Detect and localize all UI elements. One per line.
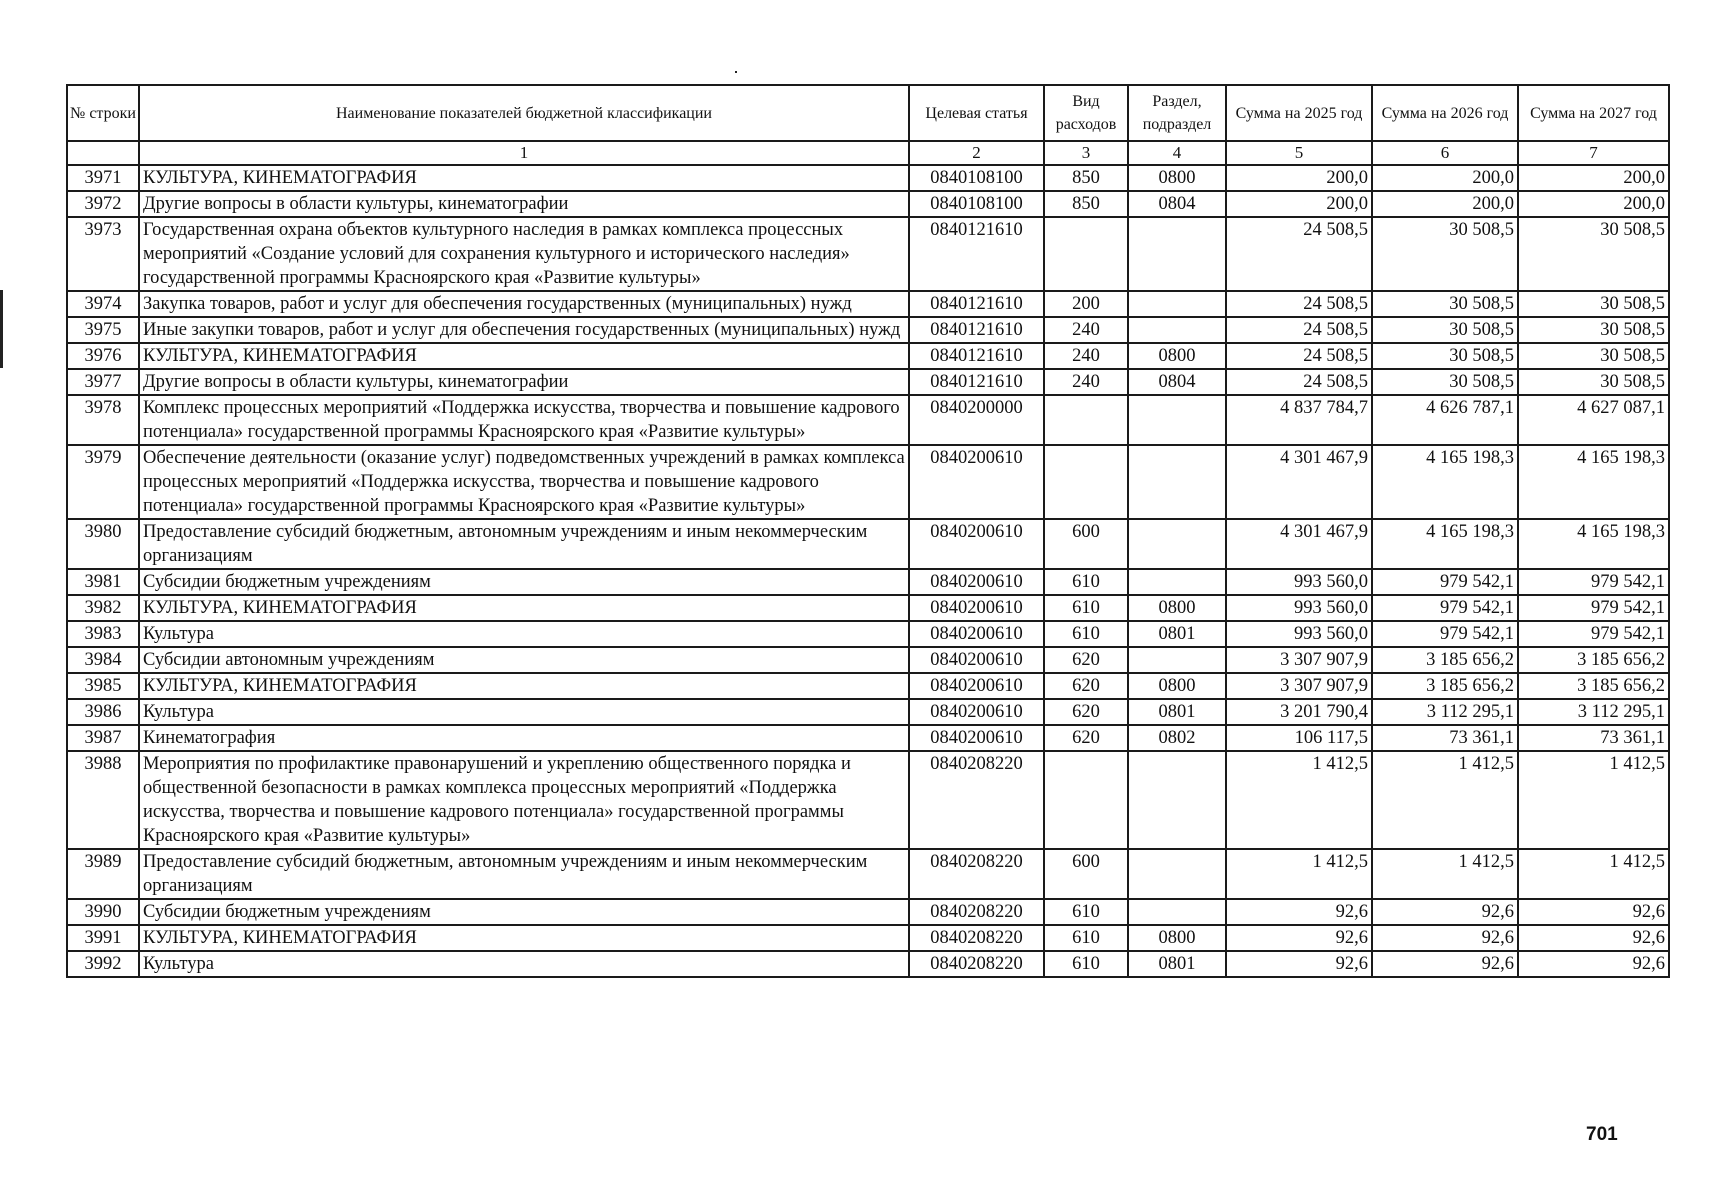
cell-section	[1128, 647, 1226, 673]
cell-name: Субсидии бюджетным учреждениям	[139, 899, 909, 925]
cell-name: КУЛЬТУРА, КИНЕМАТОГРАФИЯ	[139, 343, 909, 369]
cell-expense-kind: 620	[1044, 647, 1128, 673]
cell-name: Другие вопросы в области культуры, кинематографии	[139, 191, 909, 217]
cell-target-article: 0840200000	[909, 395, 1044, 445]
cell-sum-2027: 1 412,5	[1518, 751, 1669, 849]
column-number: 1	[139, 141, 909, 165]
table-row	[67, 395, 1669, 445]
cell-target-article: 0840108100	[909, 191, 1044, 217]
cell-expense-kind: 600	[1044, 849, 1128, 899]
table-row	[67, 343, 1669, 369]
cell-section	[1128, 395, 1226, 445]
cell-expense-kind: 200	[1044, 291, 1128, 317]
cell-sum-2025: 106 117,5	[1226, 725, 1372, 751]
cell-sum-2027: 979 542,1	[1518, 569, 1669, 595]
cell-section	[1128, 849, 1226, 899]
cell-row-number: 3981	[67, 569, 139, 595]
cell-sum-2026: 200,0	[1372, 165, 1518, 191]
cell-sum-2027: 30 508,5	[1518, 317, 1669, 343]
cell-expense-kind: 240	[1044, 317, 1128, 343]
cell-sum-2026: 3 185 656,2	[1372, 647, 1518, 673]
table-row	[67, 647, 1669, 673]
cell-expense-kind: 610	[1044, 621, 1128, 647]
cell-target-article: 0840121610	[909, 317, 1044, 343]
cell-target-article: 0840200610	[909, 621, 1044, 647]
cell-sum-2025: 4 837 784,7	[1226, 395, 1372, 445]
cell-sum-2025: 1 412,5	[1226, 849, 1372, 899]
cell-sum-2026: 92,6	[1372, 951, 1518, 977]
cell-section: 0804	[1128, 191, 1226, 217]
cell-name: КУЛЬТУРА, КИНЕМАТОГРАФИЯ	[139, 595, 909, 621]
cell-row-number: 3976	[67, 343, 139, 369]
cell-expense-kind: 610	[1044, 925, 1128, 951]
cell-section	[1128, 291, 1226, 317]
table-row	[67, 621, 1669, 647]
cell-section: 0800	[1128, 673, 1226, 699]
cell-sum-2026: 3 185 656,2	[1372, 673, 1518, 699]
table-row	[67, 751, 1669, 849]
cell-row-number: 3992	[67, 951, 139, 977]
scan-artifact-dot	[735, 71, 737, 73]
table-row	[67, 165, 1669, 191]
cell-name: Комплекс процессных мероприятий «Поддержка искусства, творчества и повышение кадрового потенциала» государственной программы Красноярского края «Развитие культуры»	[139, 395, 909, 445]
cell-row-number: 3983	[67, 621, 139, 647]
cell-name: Закупка товаров, работ и услуг для обеспечения государственных (муниципальных) нужд	[139, 291, 909, 317]
cell-section: 0800	[1128, 925, 1226, 951]
cell-sum-2027: 73 361,1	[1518, 725, 1669, 751]
cell-target-article: 0840200610	[909, 647, 1044, 673]
cell-sum-2027: 200,0	[1518, 165, 1669, 191]
cell-row-number: 3980	[67, 519, 139, 569]
table-row	[67, 925, 1669, 951]
cell-section: 0801	[1128, 951, 1226, 977]
table-row	[67, 217, 1669, 291]
cell-target-article: 0840200610	[909, 699, 1044, 725]
cell-sum-2027: 3 185 656,2	[1518, 647, 1669, 673]
cell-sum-2025: 1 412,5	[1226, 751, 1372, 849]
header-name: Наименование показателей бюджетной классификации	[139, 85, 909, 141]
table-row	[67, 191, 1669, 217]
cell-target-article: 0840208220	[909, 751, 1044, 849]
cell-row-number: 3977	[67, 369, 139, 395]
cell-target-article: 0840200610	[909, 673, 1044, 699]
cell-section: 0800	[1128, 595, 1226, 621]
header-kind: Вид расходов	[1044, 85, 1128, 141]
cell-sum-2026: 73 361,1	[1372, 725, 1518, 751]
column-number: 4	[1128, 141, 1226, 165]
cell-name: Предоставление субсидий бюджетным, автономным учреждениям и иным некоммерческим организациям	[139, 849, 909, 899]
cell-name: КУЛЬТУРА, КИНЕМАТОГРАФИЯ	[139, 673, 909, 699]
cell-expense-kind	[1044, 217, 1128, 291]
cell-row-number: 3975	[67, 317, 139, 343]
cell-sum-2025: 24 508,5	[1226, 317, 1372, 343]
cell-expense-kind: 610	[1044, 595, 1128, 621]
cell-expense-kind: 620	[1044, 725, 1128, 751]
header-row-no: № строки	[67, 85, 139, 141]
header-sum-2027: Сумма на 2027 год	[1518, 85, 1669, 141]
cell-name: КУЛЬТУРА, КИНЕМАТОГРАФИЯ	[139, 165, 909, 191]
column-number	[67, 141, 139, 165]
cell-sum-2026: 4 165 198,3	[1372, 445, 1518, 519]
cell-expense-kind: 600	[1044, 519, 1128, 569]
cell-sum-2027: 92,6	[1518, 925, 1669, 951]
cell-sum-2025: 92,6	[1226, 925, 1372, 951]
cell-section	[1128, 751, 1226, 849]
cell-name: Культура	[139, 699, 909, 725]
cell-sum-2026: 4 165 198,3	[1372, 519, 1518, 569]
cell-sum-2025: 3 201 790,4	[1226, 699, 1372, 725]
cell-expense-kind	[1044, 751, 1128, 849]
cell-row-number: 3979	[67, 445, 139, 519]
cell-sum-2026: 1 412,5	[1372, 751, 1518, 849]
cell-expense-kind	[1044, 445, 1128, 519]
cell-sum-2026: 92,6	[1372, 925, 1518, 951]
cell-sum-2027: 92,6	[1518, 899, 1669, 925]
cell-sum-2026: 979 542,1	[1372, 595, 1518, 621]
table-row	[67, 369, 1669, 395]
cell-sum-2027: 92,6	[1518, 951, 1669, 977]
cell-sum-2025: 92,6	[1226, 899, 1372, 925]
cell-sum-2026: 3 112 295,1	[1372, 699, 1518, 725]
cell-expense-kind: 610	[1044, 951, 1128, 977]
cell-sum-2027: 1 412,5	[1518, 849, 1669, 899]
cell-expense-kind: 610	[1044, 899, 1128, 925]
cell-name: Культура	[139, 621, 909, 647]
header-sum-2026: Сумма на 2026 год	[1372, 85, 1518, 141]
cell-section: 0800	[1128, 343, 1226, 369]
table-body	[67, 165, 1669, 977]
cell-target-article: 0840208220	[909, 925, 1044, 951]
cell-target-article: 0840121610	[909, 217, 1044, 291]
cell-name: Иные закупки товаров, работ и услуг для обеспечения государственных (муниципальных) нужд	[139, 317, 909, 343]
cell-section: 0801	[1128, 699, 1226, 725]
table-row	[67, 569, 1669, 595]
cell-expense-kind: 850	[1044, 165, 1128, 191]
cell-expense-kind: 620	[1044, 699, 1128, 725]
cell-row-number: 3991	[67, 925, 139, 951]
cell-section: 0802	[1128, 725, 1226, 751]
cell-sum-2025: 200,0	[1226, 165, 1372, 191]
cell-section	[1128, 569, 1226, 595]
cell-sum-2027: 30 508,5	[1518, 291, 1669, 317]
cell-row-number: 3986	[67, 699, 139, 725]
cell-target-article: 0840200610	[909, 445, 1044, 519]
cell-sum-2026: 92,6	[1372, 899, 1518, 925]
cell-row-number: 3978	[67, 395, 139, 445]
cell-row-number: 3971	[67, 165, 139, 191]
cell-section	[1128, 217, 1226, 291]
table-row	[67, 519, 1669, 569]
scan-artifact-mark	[0, 290, 3, 368]
cell-row-number: 3985	[67, 673, 139, 699]
cell-name: КУЛЬТУРА, КИНЕМАТОГРАФИЯ	[139, 925, 909, 951]
cell-name: Субсидии автономным учреждениям	[139, 647, 909, 673]
cell-section	[1128, 445, 1226, 519]
cell-sum-2027: 3 112 295,1	[1518, 699, 1669, 725]
cell-row-number: 3987	[67, 725, 139, 751]
table-row	[67, 595, 1669, 621]
cell-row-number: 3990	[67, 899, 139, 925]
table-row	[67, 291, 1669, 317]
cell-expense-kind: 240	[1044, 369, 1128, 395]
cell-section	[1128, 899, 1226, 925]
cell-name: Культура	[139, 951, 909, 977]
table-row	[67, 699, 1669, 725]
table-row	[67, 445, 1669, 519]
column-number: 2	[909, 141, 1044, 165]
cell-section: 0800	[1128, 165, 1226, 191]
header-section: Раздел, подраздел	[1128, 85, 1226, 141]
header-target: Целевая статья	[909, 85, 1044, 141]
cell-sum-2025: 24 508,5	[1226, 369, 1372, 395]
cell-expense-kind: 620	[1044, 673, 1128, 699]
cell-sum-2026: 1 412,5	[1372, 849, 1518, 899]
cell-target-article: 0840121610	[909, 343, 1044, 369]
cell-name: Государственная охрана объектов культурного наследия в рамках комплекса процессных мероприятий «Создание условий для сохранения культурного и исторического наследия» государственной программы Красноярского края «Развитие культуры»	[139, 217, 909, 291]
cell-sum-2027: 200,0	[1518, 191, 1669, 217]
cell-sum-2027: 979 542,1	[1518, 595, 1669, 621]
cell-sum-2026: 30 508,5	[1372, 369, 1518, 395]
cell-sum-2025: 92,6	[1226, 951, 1372, 977]
cell-section	[1128, 519, 1226, 569]
page-number: 701	[1586, 1124, 1618, 1145]
cell-row-number: 3974	[67, 291, 139, 317]
cell-target-article: 0840208220	[909, 899, 1044, 925]
column-number: 3	[1044, 141, 1128, 165]
column-number: 6	[1372, 141, 1518, 165]
column-number: 5	[1226, 141, 1372, 165]
cell-row-number: 3984	[67, 647, 139, 673]
cell-sum-2026: 979 542,1	[1372, 621, 1518, 647]
cell-sum-2027: 30 508,5	[1518, 369, 1669, 395]
cell-sum-2025: 993 560,0	[1226, 595, 1372, 621]
cell-sum-2027: 30 508,5	[1518, 217, 1669, 291]
cell-target-article: 0840200610	[909, 569, 1044, 595]
cell-sum-2025: 24 508,5	[1226, 217, 1372, 291]
cell-sum-2025: 993 560,0	[1226, 569, 1372, 595]
cell-row-number: 3989	[67, 849, 139, 899]
cell-sum-2025: 200,0	[1226, 191, 1372, 217]
cell-sum-2025: 4 301 467,9	[1226, 445, 1372, 519]
cell-section: 0801	[1128, 621, 1226, 647]
cell-sum-2025: 3 307 907,9	[1226, 673, 1372, 699]
table-row	[67, 317, 1669, 343]
budget-table	[66, 84, 1670, 978]
cell-sum-2027: 979 542,1	[1518, 621, 1669, 647]
cell-target-article: 0840200610	[909, 595, 1044, 621]
header-sum-2025: Сумма на 2025 год	[1226, 85, 1372, 141]
cell-sum-2027: 4 165 198,3	[1518, 445, 1669, 519]
table-row	[67, 849, 1669, 899]
cell-sum-2027: 3 185 656,2	[1518, 673, 1669, 699]
cell-sum-2026: 30 508,5	[1372, 217, 1518, 291]
table-row	[67, 725, 1669, 751]
cell-target-article: 0840208220	[909, 951, 1044, 977]
cell-name: Кинематография	[139, 725, 909, 751]
cell-row-number: 3972	[67, 191, 139, 217]
cell-expense-kind: 850	[1044, 191, 1128, 217]
cell-target-article: 0840108100	[909, 165, 1044, 191]
cell-sum-2027: 30 508,5	[1518, 343, 1669, 369]
cell-expense-kind: 240	[1044, 343, 1128, 369]
cell-sum-2025: 993 560,0	[1226, 621, 1372, 647]
cell-sum-2025: 3 307 907,9	[1226, 647, 1372, 673]
cell-sum-2027: 4 165 198,3	[1518, 519, 1669, 569]
cell-sum-2025: 24 508,5	[1226, 291, 1372, 317]
cell-target-article: 0840121610	[909, 369, 1044, 395]
cell-section	[1128, 317, 1226, 343]
cell-sum-2026: 30 508,5	[1372, 343, 1518, 369]
cell-expense-kind	[1044, 395, 1128, 445]
cell-target-article: 0840121610	[909, 291, 1044, 317]
cell-section: 0804	[1128, 369, 1226, 395]
table-row	[67, 899, 1669, 925]
cell-target-article: 0840200610	[909, 519, 1044, 569]
cell-name: Предоставление субсидий бюджетным, автономным учреждениям и иным некоммерческим организациям	[139, 519, 909, 569]
cell-sum-2026: 30 508,5	[1372, 317, 1518, 343]
cell-row-number: 3988	[67, 751, 139, 849]
cell-sum-2026: 979 542,1	[1372, 569, 1518, 595]
cell-target-article: 0840200610	[909, 725, 1044, 751]
cell-name: Обеспечение деятельности (оказание услуг) подведомственных учреждений в рамках комплекса процессных мероприятий «Поддержка искусства, творчества и повышение кадрового потенциала» государственной программы Красноярского края «Развитие культуры»	[139, 445, 909, 519]
cell-sum-2026: 30 508,5	[1372, 291, 1518, 317]
cell-sum-2026: 200,0	[1372, 191, 1518, 217]
cell-target-article: 0840208220	[909, 849, 1044, 899]
cell-sum-2025: 4 301 467,9	[1226, 519, 1372, 569]
table-row	[67, 673, 1669, 699]
cell-sum-2027: 4 627 087,1	[1518, 395, 1669, 445]
cell-name: Субсидии бюджетным учреждениям	[139, 569, 909, 595]
cell-row-number: 3982	[67, 595, 139, 621]
table-header	[67, 85, 1669, 165]
cell-sum-2025: 24 508,5	[1226, 343, 1372, 369]
table-row	[67, 951, 1669, 977]
cell-name: Другие вопросы в области культуры, кинематографии	[139, 369, 909, 395]
cell-sum-2026: 4 626 787,1	[1372, 395, 1518, 445]
column-number: 7	[1518, 141, 1669, 165]
cell-expense-kind: 610	[1044, 569, 1128, 595]
cell-name: Мероприятия по профилактике правонарушений и укреплению общественного порядка и общественной безопасности в рамках комплекса процессных мероприятий «Поддержка искусства, творчества и повышение кадрового потенциала» государственной программы Красноярского края «Развитие культуры»	[139, 751, 909, 849]
cell-row-number: 3973	[67, 217, 139, 291]
